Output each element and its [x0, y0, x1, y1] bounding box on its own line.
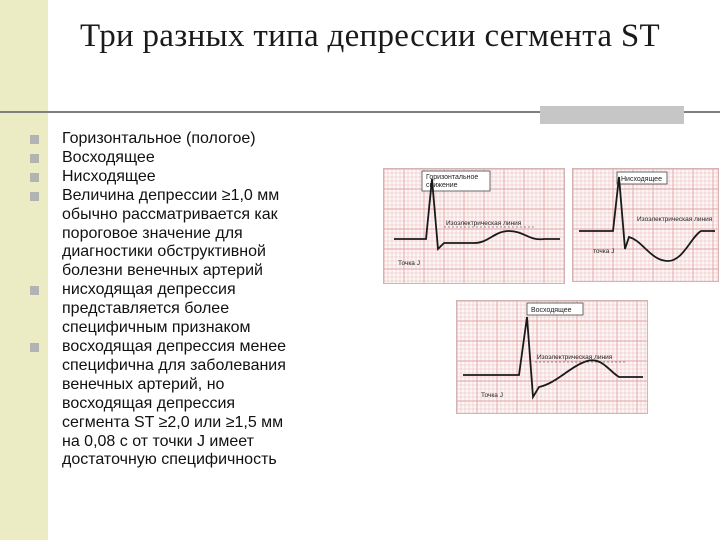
- bullet-list: [28, 130, 348, 470]
- ecg-isoline-label: Изоэлектрическая линия: [446, 220, 522, 227]
- bullet-square-icon: [30, 286, 39, 295]
- title-divider-accent: [540, 106, 684, 124]
- bullet-square-icon: [30, 135, 39, 144]
- slide-title: Три разных типа депрессии сегмента ST: [80, 18, 660, 54]
- bullet-text: Нисходящее: [62, 167, 156, 185]
- bullet-item: [28, 187, 348, 282]
- ecg-descending-figure: [573, 169, 718, 281]
- ecg-isoline-label: Изоэлектрическая линия: [637, 216, 713, 223]
- bullet-item: [28, 281, 348, 338]
- ecg-j-point-label: Точка J: [481, 392, 503, 399]
- ecg-type-label: Нисходящее: [621, 176, 662, 183]
- bullet-square-icon: [30, 173, 39, 182]
- bullet-text: Горизонтальное (пологое): [62, 130, 256, 147]
- bullet-text: Восходящее: [62, 148, 155, 166]
- ecg-type-label: Горизонтальное снижение: [426, 174, 479, 189]
- ecg-grid: [573, 169, 718, 281]
- ecg-type-label: Восходящее: [531, 307, 572, 314]
- ecg-horizontal-panel: [383, 168, 565, 284]
- ecg-ascending-panel: [456, 300, 648, 414]
- bullet-item: [28, 149, 348, 168]
- bullet-square-icon: [30, 154, 39, 163]
- ecg-ascending-figure: [457, 301, 647, 413]
- bullet-item: [28, 338, 348, 470]
- bullet-text: Величина депрессии ≥1,0 мм обычно рассматривается как пороговое значение для диагностики обструктивной болезни венечных артерий: [62, 186, 280, 280]
- bullet-item: [28, 168, 348, 187]
- bullet-text: восходящая депрессия менее специфична для заболевания венечных артерий, но восходящая депрессия сегмента ST ≥2,0 или ≥1,5 мм на 0,08 с от точки J имеет достаточную специфичность: [62, 337, 287, 469]
- bullet-square-icon: [30, 192, 39, 201]
- ecg-horizontal-figure: [384, 169, 564, 283]
- ecg-isoline-label: Изоэлектрическая линия: [537, 354, 613, 361]
- ecg-j-point-label: точка J: [593, 248, 615, 255]
- bullet-square-icon: [30, 343, 39, 352]
- ecg-descending-panel: [572, 168, 719, 282]
- bullet-item: [28, 130, 348, 149]
- ecg-j-point-label: Точка J: [398, 260, 420, 267]
- bullet-text: нисходящая депрессия представляется более специфичным признаком: [62, 281, 251, 337]
